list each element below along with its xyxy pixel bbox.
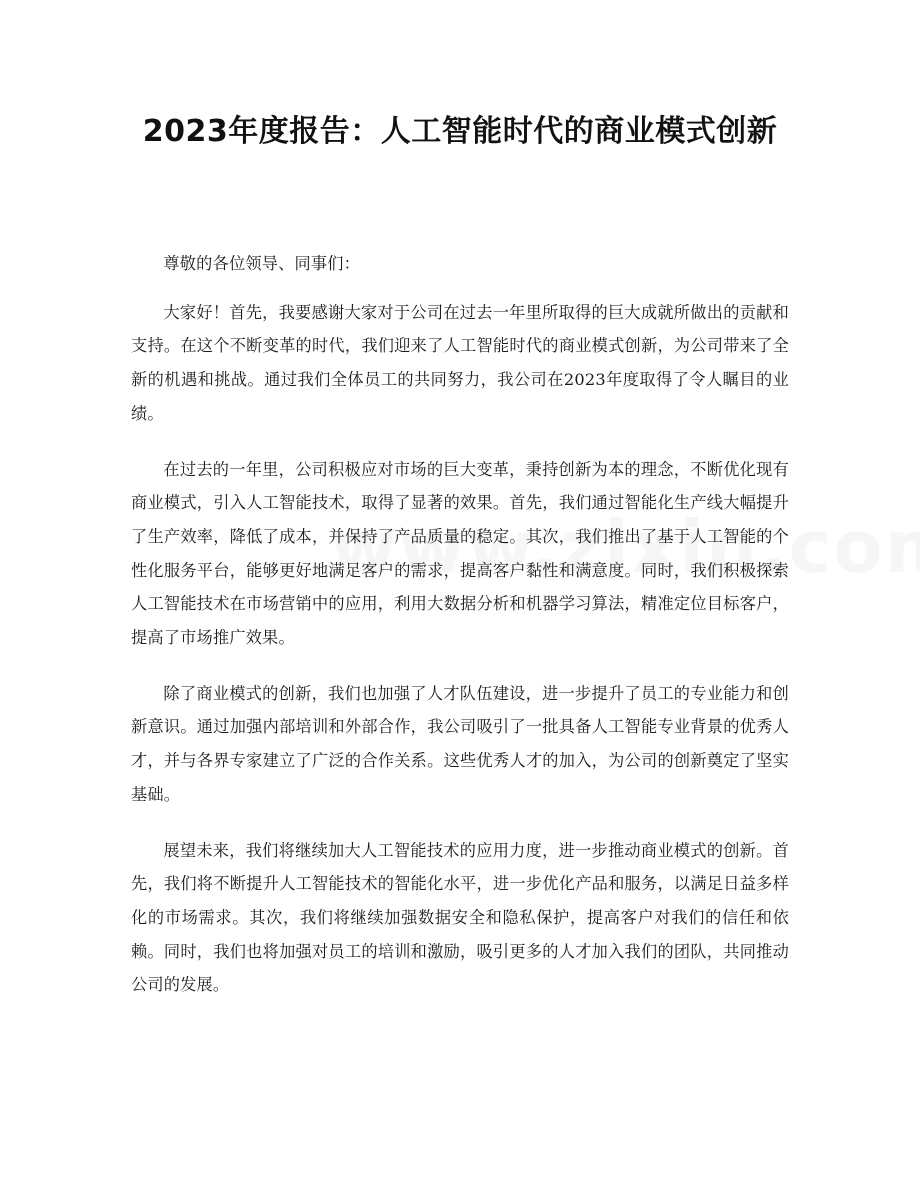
document-title: 2023年度报告：人工智能时代的商业模式创新 — [142, 114, 778, 149]
salutation-paragraph: 尊敬的各位领导、同事们： — [163, 254, 361, 273]
body-paragraph-3: 除了商业模式的创新，我们也加强了人才队伍建设，进一步提升了员工的专业能力和创新意识。通过加强内部培训和外部合作，我公司吸引了一批具备人工智能专业背景的优秀人才，并与各界专家建立了广泛的合作关系。这些优秀人才的加入，为公司的创新奠定了坚实基础。 — [131, 683, 789, 804]
body-paragraph-4: 展望未来，我们将继续加大人工智能技术的应用力度，进一步推动商业模式的创新。首先，我们将不断提升人工智能技术的智能化水平，进一步优化产品和服务，以满足日益多样化的市场需求。其次，我们将继续加强数据安全和隐私保护，提高客户对我们的信任和依赖。同时，我们也将加强对员工的培训和激励，吸引更多的人才加入我们的团队，共同推动公司的发展。 — [131, 840, 789, 995]
body-paragraph-1: 大家好！首先，我要感谢大家对于公司在过去一年里所取得的巨大成就所做出的贡献和支持。在这个不断变革的时代，我们迎来了人工智能时代的商业模式创新，为公司带来了全新的机遇和挑战。通过我们全体员工的共同努力，我公司在2023年度取得了令人瞩目的业绩。 — [131, 302, 789, 423]
document-body — [131, 247, 789, 1024]
body-paragraph-2: 在过去的一年里，公司积极应对市场的巨大变革，秉持创新为本的理念，不断优化现有商业模式，引入人工智能技术，取得了显著的效果。首先，我们通过智能化生产线大幅提升了生产效率，降低了成本，并保持了产品质量的稳定。其次，我们推出了基于人工智能的个性化服务平台，能够更好地满足客户的需求，提高客户黏性和满意度。同时，我们积极探索人工智能技术在市场营销中的应用，利用大数据分析和机器学习算法，精准定位目标客户，提高了市场推广效果。 — [131, 459, 789, 648]
